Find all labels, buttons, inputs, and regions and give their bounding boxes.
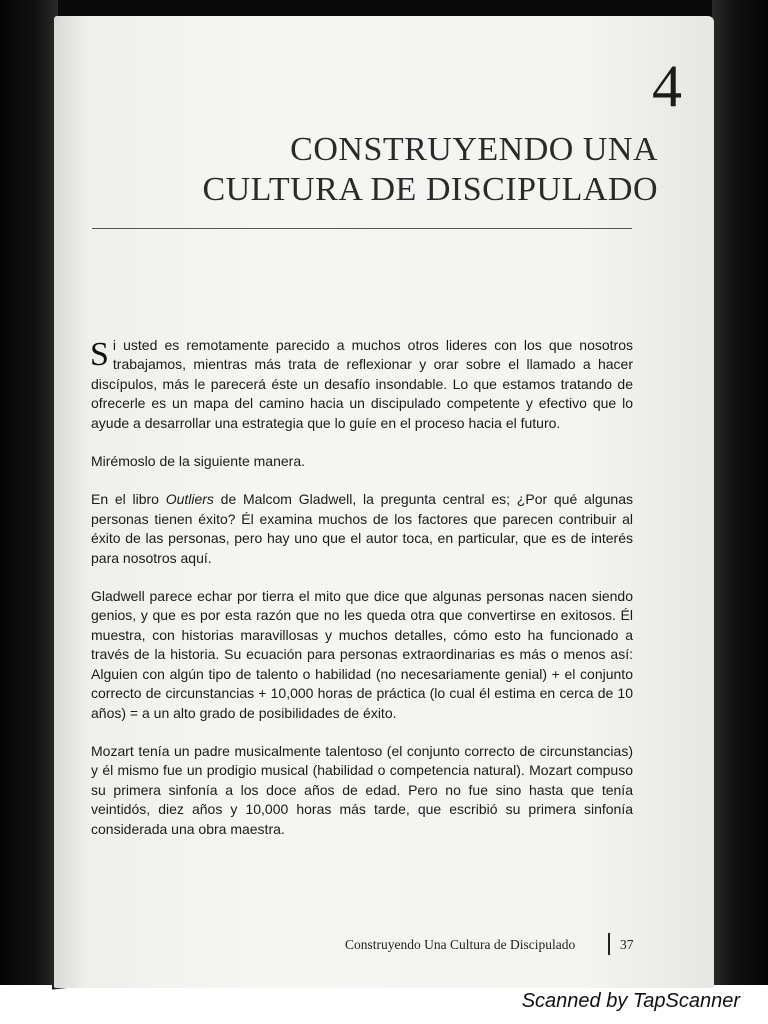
paragraph-5: Mozart tenía un padre musicalmente talentoso (el conjunto correcto de circunstancias) y él mismo fue un prodigio musical (habilidad o competencia natural). Mozart compuso su primera sinfonía a los doce años de edad. Pero no fue sino hasta que tenía veintidós, diez años y 10,000 horas más tarde, que escribió su primera sinfonía considerada una obra maestra. xyxy=(91,742,633,837)
chapter-body xyxy=(91,336,633,858)
paragraph-1-text: i usted es remotamente parecido a muchos otros lideres con los que nosotros trabajamos, mientras más trata de reflexionar y orar sobre el llamado a hacer discípulos, más le parecerá éste un desafío insondable. Lo que estamos tratando de ofrecerle es un mapa del camino hacia un discipulado competente y efectivo que lo ayude a desarrollar una estrategia que lo guíe en el proceso hacia el futuro. xyxy=(91,337,633,431)
scanner-watermark: Scanned by TapScanner xyxy=(521,990,740,1012)
book-title-outliers: Outliers xyxy=(165,491,214,508)
page-number: 37 xyxy=(620,937,634,952)
paragraph-3-end: de Malcom Gladwell, la pregunta central es; ¿Por qué algunas personas tienen éxito? Él examina muchos de los factores que parecen contribuir al éxito de las personas, pero hay uno que el autor toca, en particular, que es de interés para nosotros aquí. xyxy=(91,491,634,566)
paragraph-3-start: En el libro xyxy=(91,491,166,508)
scan-edge-right xyxy=(712,0,768,990)
paragraph-4: Gladwell parece echar por tierra el mito que dice que algunas personas nacen siendo genios, y que es por esta razón que no les queda otra que convertirse en exitosos. Él muestra, con historias maravillosas y muchos detalles, cómo esto ha funcionado a través de la historia. Su ecuación para personas extraordinarias es más o menos así: Alguien con algún tipo de talento o habilidad (no necesariamente genial) + el conjunto correcto de circunstancias + 10,000 horas de práctica (lo cual él estima en cerca de 10 años) = a un alto grado de posibilidades de éxito. xyxy=(91,588,633,721)
chapter-number: 4 xyxy=(652,53,682,119)
paragraph-3 xyxy=(91,490,633,568)
footer-separator xyxy=(608,933,610,955)
paragraph-2: Mirémoslo de la siguiente manera. xyxy=(91,453,305,470)
paragraph-1 xyxy=(91,336,633,433)
drop-cap: S xyxy=(90,336,109,373)
title-divider xyxy=(92,228,632,229)
chapter-title-line-2: CULTURA DE DISCIPULADO xyxy=(202,171,658,208)
chapter-title-line-1: CONSTRUYENDO UNA xyxy=(290,131,658,168)
page-footer xyxy=(340,933,640,957)
running-title: Construyendo Una Cultura de Discipulado xyxy=(345,937,576,952)
chapter-title xyxy=(138,130,658,210)
scan-edge-left xyxy=(0,0,58,990)
